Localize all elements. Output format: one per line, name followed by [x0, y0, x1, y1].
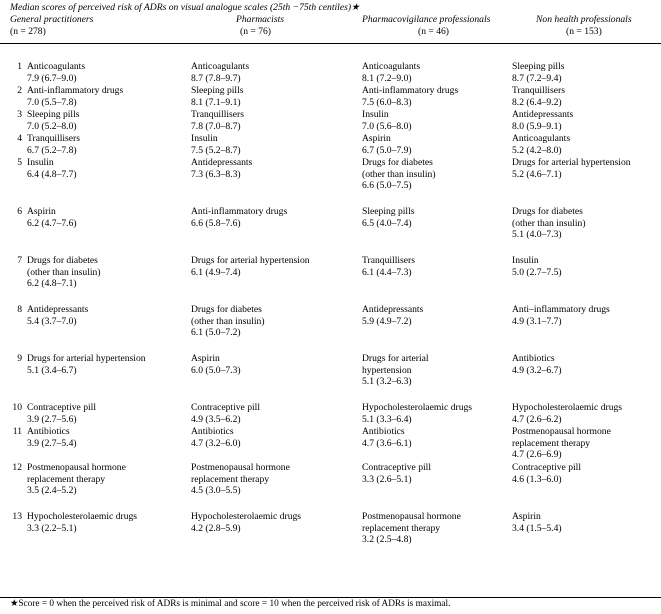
table-cell — [10, 133, 80, 156]
rank-number: 13 — [12, 511, 22, 522]
cell-line: 7.0 (5.2–8.0) — [27, 120, 77, 132]
cell-line: replacement therapy — [191, 473, 270, 485]
table-cell — [512, 353, 562, 376]
table-cell — [362, 133, 412, 156]
cell-line: Drugs for diabetes — [362, 157, 433, 168]
cell-line: Insulin — [27, 157, 54, 168]
table-cell — [362, 402, 472, 425]
cell-line: Insulin — [191, 133, 218, 144]
table-cell — [512, 85, 565, 108]
table-cell — [362, 157, 436, 192]
cell-line: 6.7 (5.0–7.9) — [362, 144, 412, 156]
cell-line: 8.2 (6.4–9.2) — [512, 96, 562, 108]
cell-line: 5.1 (4.0–7.3) — [512, 229, 562, 241]
cell-line: Postmenopausal hormone — [27, 462, 126, 473]
table-cell — [512, 109, 573, 132]
table-cell — [10, 426, 77, 449]
cell-line: 3.4 (1.5–5.4) — [512, 522, 562, 534]
cell-line: Antibiotics — [362, 426, 405, 437]
cell-line: 3.3 (2.2–5.1) — [27, 522, 77, 534]
table-cell — [512, 255, 562, 278]
cell-line: Sleeping pills — [191, 85, 244, 96]
table-cell — [512, 61, 565, 84]
table-cell — [10, 402, 96, 425]
cell-line: Postmenopausal hormone — [191, 462, 290, 473]
cell-line: Aspirin — [512, 511, 541, 522]
cell-line: Drugs for arterial — [362, 353, 429, 364]
cell-line: 3.5 (2.4–5.2) — [27, 485, 77, 497]
cell-line: Drugs for arterial hypertension — [191, 255, 310, 266]
table-cell — [512, 462, 581, 485]
table-cell — [10, 353, 146, 376]
table-cell — [191, 133, 241, 156]
cell-line: Hypocholesterolaemic drugs — [362, 402, 473, 413]
column-count-pharmacovigilance-professionals: (n = 46) — [418, 26, 449, 37]
cell-line: Antidepressants — [191, 157, 253, 168]
table-cell — [191, 255, 310, 278]
cell-line: Antibiotics — [512, 353, 555, 364]
cell-line: Drugs for diabetes — [512, 206, 583, 217]
table-cell — [362, 304, 423, 327]
cell-line: Drugs for diabetes — [191, 304, 262, 315]
rank-number: 6 — [17, 206, 22, 217]
table-cell — [191, 61, 249, 84]
cell-line: 7.0 (5.6–8.0) — [362, 120, 412, 132]
cell-line: (other than insulin) — [362, 168, 436, 180]
cell-line: 5.1 (3.4–6.7) — [27, 364, 77, 376]
cell-line: 6.4 (4.8–7.7) — [27, 168, 77, 180]
table-footnote: ★Score = 0 when the perceived risk of ADRs is minimal and score = 10 when the perceived risk of ADRs is maximal. — [10, 599, 451, 609]
rank-number: 4 — [17, 133, 22, 144]
cell-line: Tranquillisers — [512, 85, 565, 96]
cell-line: replacement therapy — [362, 522, 441, 534]
cell-line: 6.1 (4.9–7.4) — [191, 266, 241, 278]
table-cell — [362, 353, 429, 388]
cell-line: 5.0 (2.7–7.5) — [512, 266, 562, 278]
cell-line: 8.7 (7.2–9.4) — [512, 72, 562, 84]
rank-number: 8 — [17, 304, 22, 315]
cell-line: 8.0 (5.9–9.1) — [512, 120, 562, 132]
table-cell — [191, 157, 252, 180]
cell-line: 6.7 (5.2–7.8) — [27, 144, 77, 156]
rank-number: 3 — [17, 109, 22, 120]
cell-line: Antidepressants — [362, 304, 424, 315]
rank-number: 11 — [12, 426, 22, 437]
table-cell — [362, 109, 412, 132]
cell-line: 3.3 (2.6–5.1) — [362, 473, 412, 485]
column-header-pharmacovigilance-professionals: Pharmacovigilance professionals — [362, 14, 491, 25]
cell-line: 4.9 (3.2–6.7) — [512, 364, 562, 376]
cell-line: Antidepressants — [512, 109, 574, 120]
table-cell — [191, 511, 301, 534]
table-cell — [10, 61, 85, 84]
cell-line: Postmenopausal hormone — [362, 511, 461, 522]
cell-line: Aspirin — [362, 133, 391, 144]
cell-line: 4.7 (2.6–6.9) — [512, 449, 562, 461]
cell-line: Drugs for arterial hypertension — [27, 353, 146, 364]
cell-line: Contraceptive pill — [512, 462, 582, 473]
cell-line: 8.1 (7.1–9.1) — [191, 96, 241, 108]
cell-line: 7.5 (6.0–8.3) — [362, 96, 412, 108]
table-cell — [10, 109, 80, 132]
cell-line: (other than insulin) — [27, 266, 101, 278]
column-count-general-practitioners: (n = 278) — [10, 26, 46, 37]
column-count-non-health-professionals: (n = 153) — [566, 26, 602, 37]
rank-number: 10 — [12, 402, 22, 413]
table-cell — [512, 157, 631, 180]
cell-line: 6.6 (5.0–7.5) — [362, 180, 412, 192]
cell-line: 5.1 (3.2–6.3) — [362, 376, 412, 388]
table-cell — [10, 304, 88, 327]
cell-line: Antidepressants — [27, 304, 89, 315]
rank-number: 12 — [12, 462, 22, 473]
table-title: Median scores of perceived risk of ADRs on visual analogue scales (25th −75th centiles)★ — [10, 2, 360, 13]
cell-line: 4.5 (3.0–5.5) — [191, 485, 241, 497]
cell-line: 4.9 (3.1–7.7) — [512, 315, 562, 327]
cell-line: 5.4 (3.7–7.0) — [27, 315, 77, 327]
cell-line: 4.9 (3.5–6.2) — [191, 413, 241, 425]
cell-line: 7.0 (5.5–7.8) — [27, 96, 77, 108]
cell-line: replacement therapy — [27, 473, 106, 485]
cell-line: Drugs for arterial hypertension — [512, 157, 631, 168]
cell-line: Sleeping pills — [27, 109, 80, 120]
table-cell — [10, 85, 123, 108]
cell-line: Tranquillisers — [27, 133, 80, 144]
cell-line: 8.1 (7.2–9.0) — [362, 72, 412, 84]
cell-line: Contraceptive pill — [27, 402, 97, 413]
cell-line: Insulin — [362, 109, 389, 120]
cell-line: 7.3 (6.3–8.3) — [191, 168, 241, 180]
cell-line: 6.1 (4.4–7.3) — [362, 266, 412, 278]
bottom-rule — [0, 597, 661, 598]
cell-line: Antibiotics — [27, 426, 70, 437]
cell-line: Hypocholesterolaemic drugs — [512, 402, 623, 413]
cell-line: Aspirin — [191, 353, 220, 364]
cell-line: Insulin — [512, 255, 539, 266]
table-cell — [191, 462, 290, 497]
cell-line: 5.2 (4.2–8.0) — [512, 144, 562, 156]
cell-line: 4.6 (1.3–6.0) — [512, 473, 562, 485]
table-cell — [191, 109, 244, 132]
table-cell — [362, 462, 431, 485]
cell-line: Anticoagulants — [27, 61, 86, 72]
column-count-pharmacists: (n = 76) — [240, 26, 271, 37]
header-rule — [0, 43, 661, 44]
table-cell — [512, 402, 622, 425]
cell-line: 8.7 (7.8–9.7) — [191, 72, 241, 84]
cell-line: 3.9 (2.7–5.6) — [27, 413, 77, 425]
cell-line: 5.1 (3.3–6.4) — [362, 413, 412, 425]
table-cell — [191, 426, 241, 449]
cell-line: Hypocholesterolaemic drugs — [27, 511, 138, 522]
cell-line: 6.5 (4.0–7.4) — [362, 217, 412, 229]
table-cell — [10, 255, 101, 290]
cell-line: Anticoagulants — [362, 61, 421, 72]
rank-number: 2 — [17, 85, 22, 96]
cell-line: 6.6 (5.8–7.6) — [191, 217, 241, 229]
table-cell — [191, 353, 241, 376]
cell-line: Tranquillisers — [191, 109, 244, 120]
rank-number: 1 — [17, 61, 22, 72]
cell-line: 6.2 (4.8–7.1) — [27, 278, 77, 290]
cell-line: Postmenopausal hormone — [512, 426, 611, 437]
cell-line: 7.8 (7.0–8.7) — [191, 120, 241, 132]
table-cell — [362, 426, 412, 449]
cell-line: Sleeping pills — [362, 206, 415, 217]
table-cell — [512, 133, 570, 156]
column-header-pharmacists: Pharmacists — [236, 14, 284, 25]
table-cell — [362, 61, 420, 84]
rank-number: 7 — [17, 255, 22, 266]
rank-number: 5 — [17, 157, 22, 168]
cell-line: Aspirin — [27, 206, 56, 217]
cell-line: (other than insulin) — [512, 217, 586, 229]
rank-number: 9 — [17, 353, 22, 364]
table-cell — [362, 255, 415, 278]
cell-line: Sleeping pills — [512, 61, 565, 72]
table-cell — [362, 511, 461, 546]
cell-line: 5.9 (4.9–7.2) — [362, 315, 412, 327]
cell-line: Anticoagulants — [191, 61, 250, 72]
cell-line: replacement therapy — [512, 437, 591, 449]
cell-line: 6.0 (5.0–7.3) — [191, 364, 241, 376]
cell-line: Anti–inflammatory drugs — [512, 304, 610, 315]
cell-line: 6.1 (5.0–7.2) — [191, 327, 241, 339]
cell-line: Contraceptive pill — [191, 402, 261, 413]
cell-line: 4.2 (2.8–5.9) — [191, 522, 241, 534]
cell-line: 3.2 (2.5–4.8) — [362, 534, 412, 546]
cell-line: Anti-inflammatory drugs — [27, 85, 124, 96]
table-cell — [512, 426, 611, 461]
column-header-general-practitioners: General practitioners — [10, 14, 94, 25]
cell-line: 4.7 (2.6–6.2) — [512, 413, 562, 425]
table-cell — [362, 85, 458, 108]
cell-line: 4.7 (3.6–6.1) — [362, 437, 412, 449]
cell-line: Anti-inflammatory drugs — [191, 206, 288, 217]
column-header-non-health-professionals: Non health professionals — [536, 14, 632, 25]
cell-line: Antibiotics — [191, 426, 234, 437]
cell-line: Anticoagulants — [512, 133, 571, 144]
table-cell — [10, 157, 77, 180]
cell-line: hypertension — [362, 364, 412, 376]
table-cell — [10, 462, 126, 497]
cell-line: Anti-inflammatory drugs — [362, 85, 459, 96]
table-cell — [191, 85, 244, 108]
cell-line: 3.9 (2.7–5.4) — [27, 437, 77, 449]
table-cell — [512, 511, 562, 534]
cell-line: 4.7 (3.2–6.0) — [191, 437, 241, 449]
cell-line: 7.9 (6.7–9.0) — [27, 72, 77, 84]
cell-line: 7.5 (5.2–8.7) — [191, 144, 241, 156]
table-cell — [512, 304, 610, 327]
cell-line: 6.2 (4.7–7.6) — [27, 217, 77, 229]
table-cell — [10, 206, 77, 229]
cell-line: Contraceptive pill — [362, 462, 432, 473]
cell-line: Drugs for diabetes — [27, 255, 98, 266]
cell-line: Tranquillisers — [362, 255, 415, 266]
table-cell — [10, 511, 137, 534]
table-cell — [362, 206, 415, 229]
cell-line: (other than insulin) — [191, 315, 265, 327]
cell-line: 5.2 (4.6–7.1) — [512, 168, 562, 180]
table-cell — [512, 206, 586, 241]
table-cell — [191, 304, 265, 339]
cell-line: Hypocholesterolaemic drugs — [191, 511, 302, 522]
table-cell — [191, 402, 260, 425]
table-cell — [191, 206, 287, 229]
